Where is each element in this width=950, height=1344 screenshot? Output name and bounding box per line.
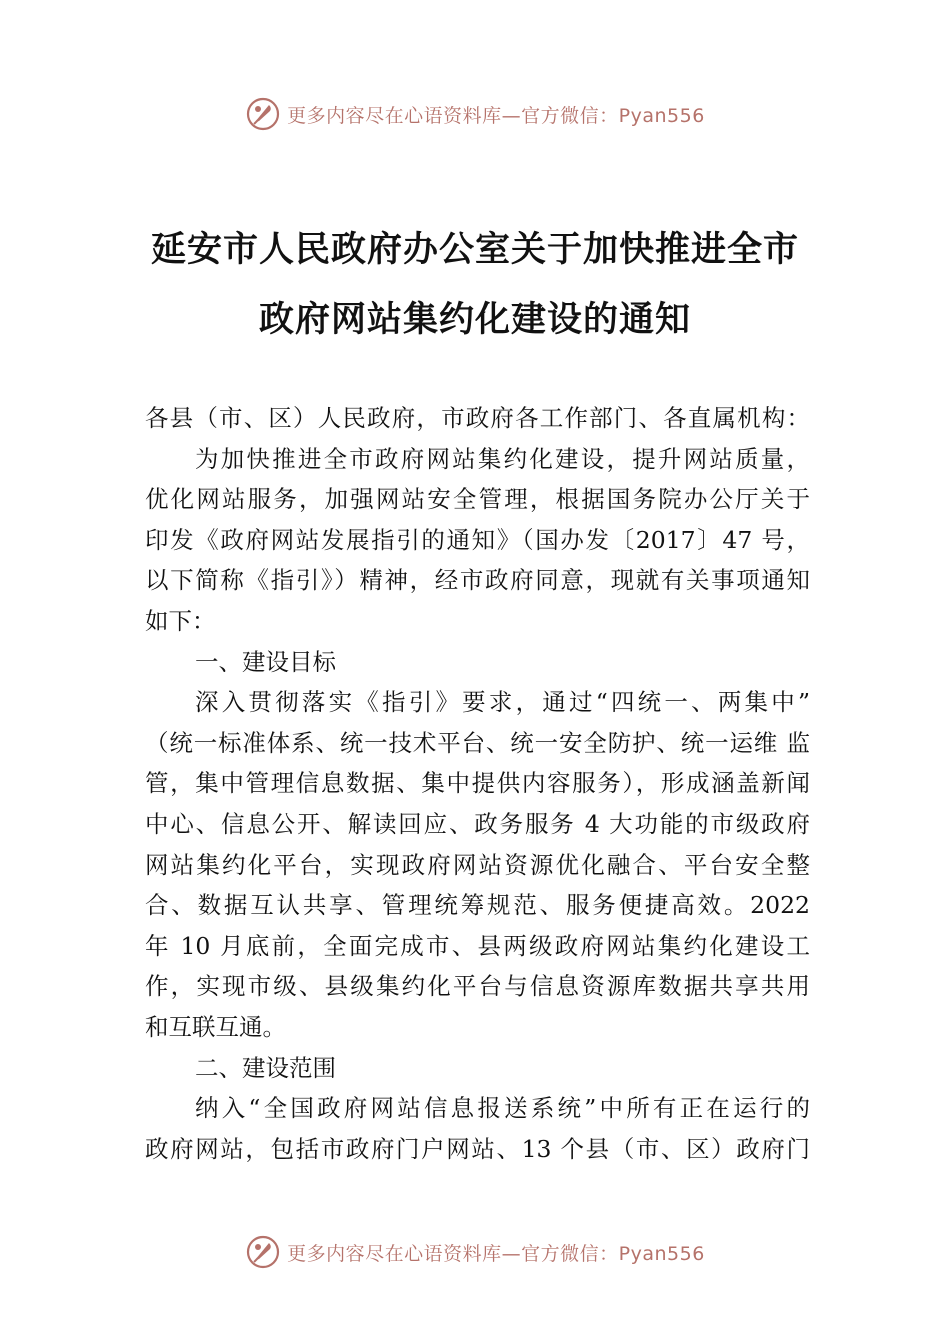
paragraph-line: 纳入“全国政府网站信息报送系统”中所有正在运行的 [195,1094,810,1123]
header-watermark [0,94,950,134]
document-title-line-2: 政府网站集约化建设的通知 [258,299,691,340]
paragraph-line: 网站集约化平台，实现政府网站资源优化融合、平台安全整 [145,850,810,879]
paragraph-line: 合、数据互认共享、管理统筹规范、服务便捷高效。2022 [145,891,810,920]
document-title-line-1: 延安市人民政府办公室关于加快推进全市 [150,229,799,270]
document-body [145,398,810,1169]
watermark-text: 更多内容尽在心语资料库—官方微信：Pyan556 [287,104,705,127]
paragraph-line: 深入贯彻落实《指引》要求，通过“四统一、两集中” [195,688,810,717]
section-heading: 二、建设范围 [195,1053,336,1082]
salutation: 各县（市、区）人民政府，市政府各工作部门、各直属机构： [145,404,810,432]
watermark-text: 更多内容尽在心语资料库—官方微信：Pyan556 [287,1242,705,1265]
paragraph-line: 作，实现市级、县级集约化平台与信息资源库数据共享共用 [145,972,810,1001]
paragraph-line: （统一标准体系、统一技术平台、统一安全防护、统一运维 监 [145,728,810,757]
paragraph-line: 印发《政府网站发展指引的通知》（国办发〔2017〕47 号， [145,525,810,554]
paragraph-line: 优化网站服务，加强网站安全管理，根据国务院办公厅关于 [145,485,810,514]
paragraph-line: 政府网站，包括市政府门户网站、13 个县（市、区）政府门 [145,1134,810,1163]
section-heading: 一、建设目标 [195,647,336,676]
paragraph-line: 为加快推进全市政府网站集约化建设，提升网站质量， [195,444,810,473]
paragraph-line: 中心、信息公开、解读回应、政务服务 4 大功能的市级政府 [145,809,810,838]
paragraph-line: 年 10 月底前，全面完成市、县两级政府网站集约化建设工 [145,931,810,960]
footer-watermark [0,1232,950,1272]
paragraph-line: 管，集中管理信息数据、集中提供内容服务），形成涵盖新闻 [145,769,810,798]
quill-logo-icon [245,96,281,132]
paragraph-line: 和互联互通。 [145,1012,286,1041]
paragraph-line: 以下简称《指引》）精神，经市政府同意，现就有关事项通知 [145,566,810,595]
paragraph-line: 如下： [145,606,216,635]
quill-logo-icon [245,1234,281,1270]
